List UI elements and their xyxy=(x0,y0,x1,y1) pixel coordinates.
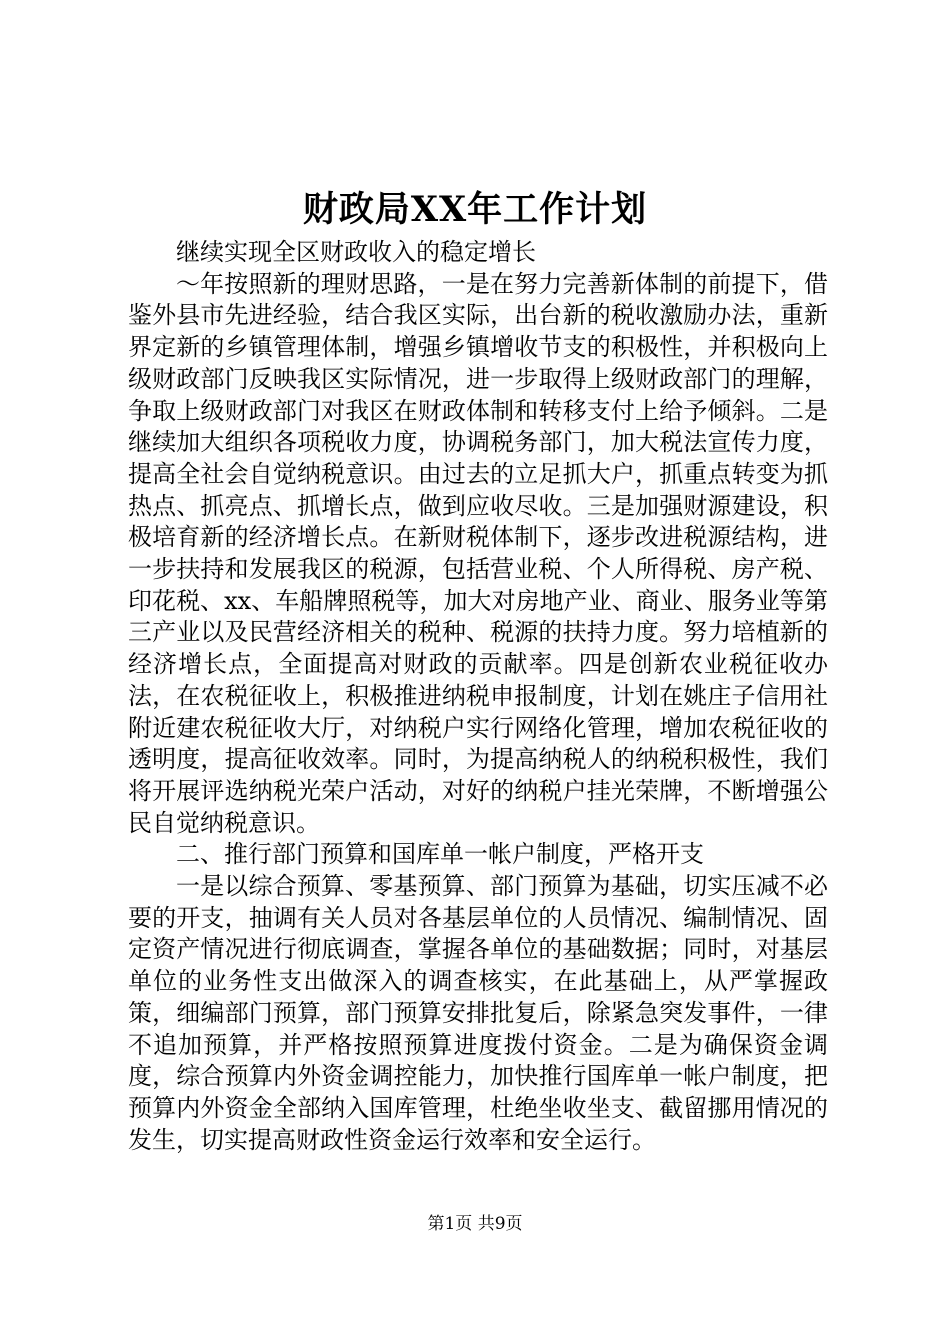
paragraph: 一是以综合预算、零基预算、部门预算为基础，切实压减不必要的开支，抽调有关人员对各基层单位的人员情况、编制情况、固定资产情况进行彻底调查，掌握各单位的基础数据；同时，对基层单位的业务性支出做深入的调查核实，在此基础上，从严掌握政策，细编部门预算，部门预算安排批复后，除紧急突发事件，一律不追加预算，并严格按照预算进度拨付资金。二是为确保资金调度，综合预算内外资金调控能力，加快推行国库单一帐户制度，把预算内外资金全部纳入国库管理，杜绝坐收坐支、截留挪用情况的发生，切实提高财政性资金运行效率和安全运行。 xyxy=(128,872,828,1154)
document-title: 财政局XX年工作计划 xyxy=(302,189,648,230)
paragraph: 二、推行部门预算和国库单一帐户制度，严格开支 xyxy=(176,840,704,869)
paragraph: 继续实现全区财政收入的稳定增长 xyxy=(176,238,536,266)
document-body xyxy=(128,237,828,1156)
paragraph: ～年按照新的理财思路，一是在努力完善新体制的前提下，借鉴外县市先进经验，结合我区实际，出台新的税收激励办法，重新界定新的乡镇管理体制，增强乡镇增收节支的积极性，并积极向上级财政部门反映我区实际情况，进一步取得上级财政部门的理解，争取上级财政部门对我区在财政体制和转移支付上给予倾斜。二是继续加大组织各项税收力度，协调税务部门，加大税法宣传力度，提高全社会自觉纳税意识。由过去的立足抓大户，抓重点转变为抓热点、抓亮点、抓增长点，做到应收尽收。三是加强财源建设，积极培育新的经济增长点。在新财税体制下，逐步改进税源结构，进一步扶持和发展我区的税源，包括营业税、个人所得税、房产税、印花税、xx、车船牌照税等，加大对房地产业、商业、服务业等第三产业以及民营经济相关的税种、税源的扶持力度。努力培植新的经济增长点，全面提高对财政的贡献率。四是创新农业税征收办法，在农税征收上，积极推进纳税申报制度，计划在姚庄子信用社附近建农税征收大厅，对纳税户实行网络化管理，增加农税征收的透明度，提高征收效率。同时，为提高纳税人的纳税积极性，我们将开展评选纳税光荣户活动，对好的纳税户挂光荣牌，不断增强公民自觉纳税意识。 xyxy=(128,269,828,837)
page-footer: 第1页 共9页 xyxy=(427,1214,523,1234)
